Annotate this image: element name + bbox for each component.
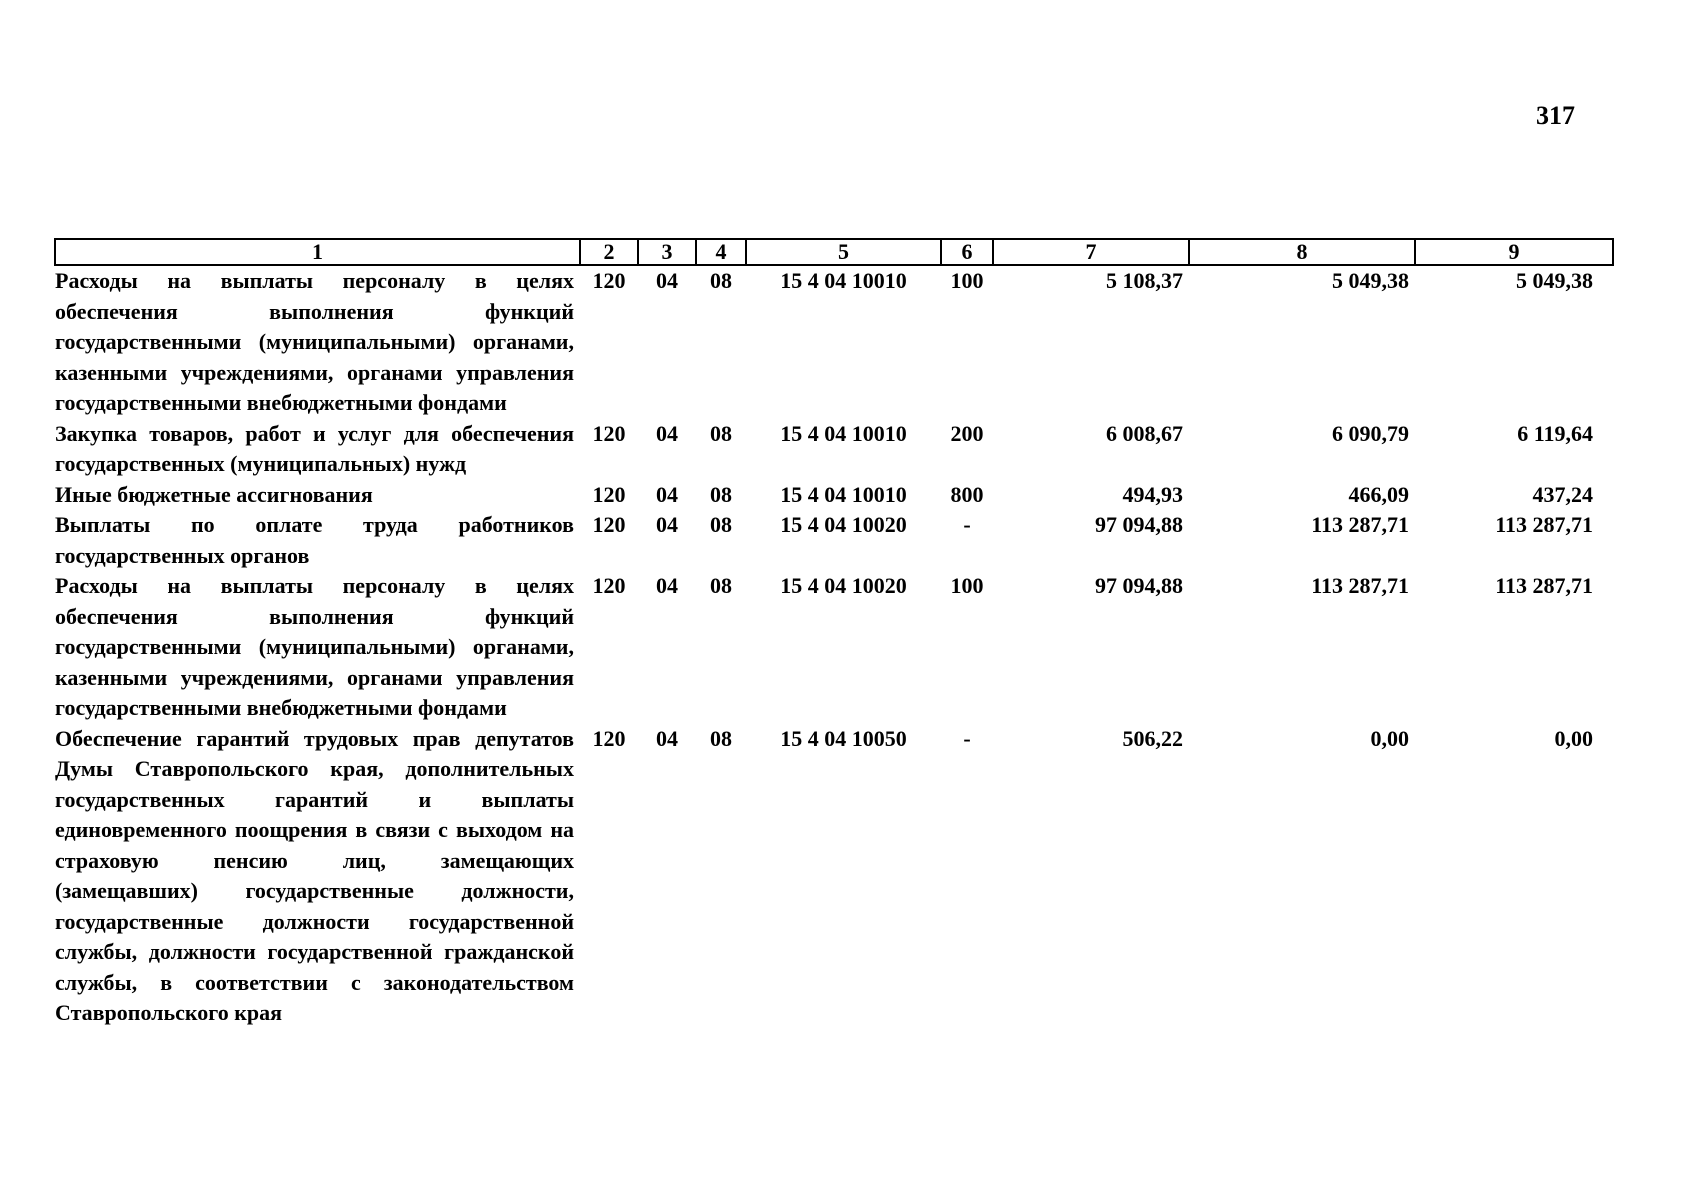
- table-row: [55, 510, 1613, 571]
- row-description: Выплаты по оплате труда работников государственных органов: [55, 512, 574, 568]
- row-target-article: 15 4 04 10010: [780, 268, 907, 293]
- row-amount-col9: 5 049,38: [1516, 268, 1593, 293]
- row-target-article: 15 4 04 10010: [780, 481, 907, 507]
- row-amount-col9: 6 119,64: [1517, 420, 1593, 446]
- table-row: [55, 480, 1613, 511]
- row-section-code: 04: [656, 420, 678, 446]
- column-header-9: 9: [1415, 239, 1613, 265]
- row-target-article: 15 4 04 10010: [780, 420, 907, 446]
- row-amount-col7: 5 108,37: [1106, 268, 1183, 293]
- row-expense-type: 100: [950, 573, 984, 598]
- row-section-code: 04: [656, 725, 678, 751]
- table-row: [55, 571, 1613, 724]
- row-amount-col8: 113 287,71: [1311, 512, 1409, 537]
- row-section-code: 04: [656, 481, 678, 507]
- header-row: [55, 239, 1613, 265]
- row-amount-col9: 0,00: [1554, 725, 1593, 751]
- row-ved-code: 120: [592, 268, 626, 293]
- row-amount-col7: 494,93: [1122, 481, 1183, 507]
- row-amount-col7: 97 094,88: [1095, 573, 1183, 598]
- column-header-2: 2: [580, 239, 638, 265]
- budget-table: [54, 238, 1614, 1029]
- row-amount-col8: 0,00: [1370, 725, 1409, 751]
- row-ved-code: 120: [592, 481, 626, 507]
- column-header-4: 4: [696, 239, 746, 265]
- row-subsection-code: 08: [710, 268, 732, 293]
- row-amount-col7: 6 008,67: [1106, 420, 1183, 446]
- column-header-8: 8: [1189, 239, 1415, 265]
- row-ved-code: 120: [592, 573, 626, 598]
- row-section-code: 04: [656, 573, 678, 598]
- row-amount-col8: 466,09: [1348, 481, 1409, 507]
- table-row: [55, 419, 1613, 480]
- row-expense-type: -: [963, 512, 971, 537]
- row-ved-code: 120: [592, 420, 626, 446]
- row-amount-col8: 6 090,79: [1332, 420, 1409, 446]
- row-amount-col7: 97 094,88: [1095, 512, 1183, 537]
- row-amount-col9: 113 287,71: [1495, 512, 1593, 537]
- column-header-6: 6: [941, 239, 993, 265]
- table-row: [55, 265, 1613, 419]
- row-amount-col7: 506,22: [1122, 725, 1183, 751]
- row-subsection-code: 08: [710, 725, 732, 751]
- row-target-article: 15 4 04 10050: [780, 725, 907, 751]
- row-description: Расходы на выплаты персоналу в целях обеспечения выполнения функций государственными (муниципальными) органами, казенными учреждениями, органами управления государственными внебюджетными фондами: [55, 573, 574, 720]
- row-ved-code: 120: [592, 725, 626, 751]
- row-expense-type: 200: [950, 420, 984, 446]
- row-expense-type: 800: [950, 481, 984, 507]
- page-number: 317: [1536, 101, 1575, 130]
- row-amount-col9: 113 287,71: [1495, 573, 1593, 598]
- column-header-7: 7: [993, 239, 1189, 265]
- row-amount-col8: 113 287,71: [1311, 573, 1409, 598]
- row-expense-type: -: [963, 725, 971, 751]
- row-description: Иные бюджетные ассигнования: [55, 481, 373, 507]
- row-target-article: 15 4 04 10020: [780, 512, 907, 537]
- row-amount-col9: 437,24: [1532, 481, 1593, 507]
- row-description: Закупка товаров, работ и услуг для обеспечения государственных (муниципальных) нужд: [55, 420, 574, 476]
- column-header-3: 3: [638, 239, 696, 265]
- column-header-1: 1: [55, 239, 580, 265]
- column-header-5: 5: [746, 239, 941, 265]
- row-section-code: 04: [656, 268, 678, 293]
- row-description: Расходы на выплаты персоналу в целях обеспечения выполнения функций государственными (муниципальными) органами, казенными учреждениями, органами управления государственными внебюджетными фондами: [55, 268, 574, 415]
- row-subsection-code: 08: [710, 512, 732, 537]
- row-section-code: 04: [656, 512, 678, 537]
- row-subsection-code: 08: [710, 573, 732, 598]
- table-row: [55, 724, 1613, 1029]
- row-expense-type: 100: [950, 268, 984, 293]
- row-subsection-code: 08: [710, 481, 732, 507]
- row-subsection-code: 08: [710, 420, 732, 446]
- row-description: Обеспечение гарантий трудовых прав депутатов Думы Ставропольского края, дополнительных государственных гарантий и выплаты единовременного поощрения в связи с выходом на страховую пенсию лиц, замещающих (замещавших) государственные должности, государственные должности государственной службы, должности государственной гражданской службы, в соответствии с законодательством Ставропольского края: [55, 725, 574, 1025]
- row-ved-code: 120: [592, 512, 626, 537]
- row-amount-col8: 5 049,38: [1332, 268, 1409, 293]
- row-target-article: 15 4 04 10020: [780, 573, 907, 598]
